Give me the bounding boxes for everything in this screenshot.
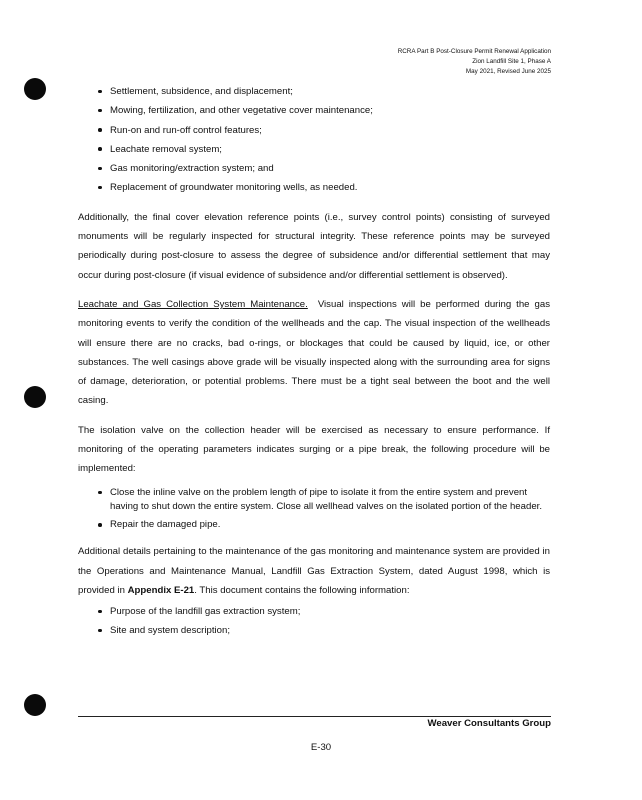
list-item: Leachate removal system; [78, 140, 550, 159]
list-item: Purpose of the landfill gas extraction system; [78, 602, 550, 621]
section-heading: Leachate and Gas Collection System Maintenance. [78, 298, 308, 310]
list-item: Site and system description; [78, 621, 550, 640]
manual-contents-bullet-list [78, 602, 550, 641]
list-item: Run-on and run-off control features; [78, 121, 550, 140]
binder-hole [24, 78, 46, 100]
appendix-reference: Appendix E-21 [127, 584, 195, 596]
list-item: Repair the damaged pipe. [78, 518, 550, 532]
list-item: Mowing, fertilization, and other vegetative cover maintenance; [78, 101, 550, 120]
paragraph-additional-details [78, 542, 550, 600]
paragraph-text: Additional details pertaining to the maintenance of the gas monitoring and maintenance system are provided in the Operations and Maintenance Manual, Landfill Gas Extraction System, dated August 1998, which is provided in [78, 546, 550, 596]
paragraph-isolation-valve: The isolation valve on the collection header will be exercised as necessary to ensure performance. If monitoring of the operating parameters indicates surging or a pipe break, the following procedure will be implemented: [78, 424, 550, 475]
list-item: Gas monitoring/extraction system; and [78, 159, 550, 178]
list-item: Close the inline valve on the problem length of pipe to isolate it from the entire system and prevent having to shut down the entire system. Close all wellhead valves on the isolated portion of the header. [78, 486, 550, 514]
paragraph-text: Visual inspections will be performed during the gas monitoring events to verify the condition of the wellheads and the cap. The visual inspection of the wellheads will ensure there are no cracks, bad o-rings, or blockages that could be caused by liquid, ice, or other substances. The well casings above grade will be visually inspected along with the surrounding area for signs of damage, deterioration, or potential problems. There must be a tight seal between the boot and the well casing. [78, 298, 550, 407]
inspection-bullet-list [78, 82, 550, 198]
footer-divider [78, 716, 551, 717]
binder-hole [24, 386, 46, 408]
header-line: May 2021, Revised June 2025 [465, 68, 551, 75]
paragraph-text: . This document contains the following information: [194, 584, 410, 596]
header-line: RCRA Part B Post-Closure Permit Renewal Application [397, 48, 551, 55]
list-item: Settlement, subsidence, and displacement; [78, 82, 550, 101]
binder-hole [24, 694, 46, 716]
header-line: Zion Landfill Site 1, Phase A [472, 58, 551, 65]
list-item: Replacement of groundwater monitoring wells, as needed. [78, 178, 550, 197]
paragraph-leachate-maintenance [78, 295, 550, 411]
footer-company: Weaver Consultants Group [427, 718, 551, 729]
paragraph-reference-points: Additionally, the final cover elevation reference points (i.e., survey control points) consisting of surveyed monuments will be regularly inspected for structural integrity. These reference points may be surveyed periodically during post-closure to assess the degree of subsidence and/or differential settlement that may occur during post-closure (if visual evidence of subsidence and/or differential settlement is observed). [78, 211, 550, 281]
page-number: E-30 [310, 742, 332, 753]
procedure-bullet-list [78, 486, 550, 533]
running-header [398, 47, 551, 77]
body-content [78, 82, 550, 641]
